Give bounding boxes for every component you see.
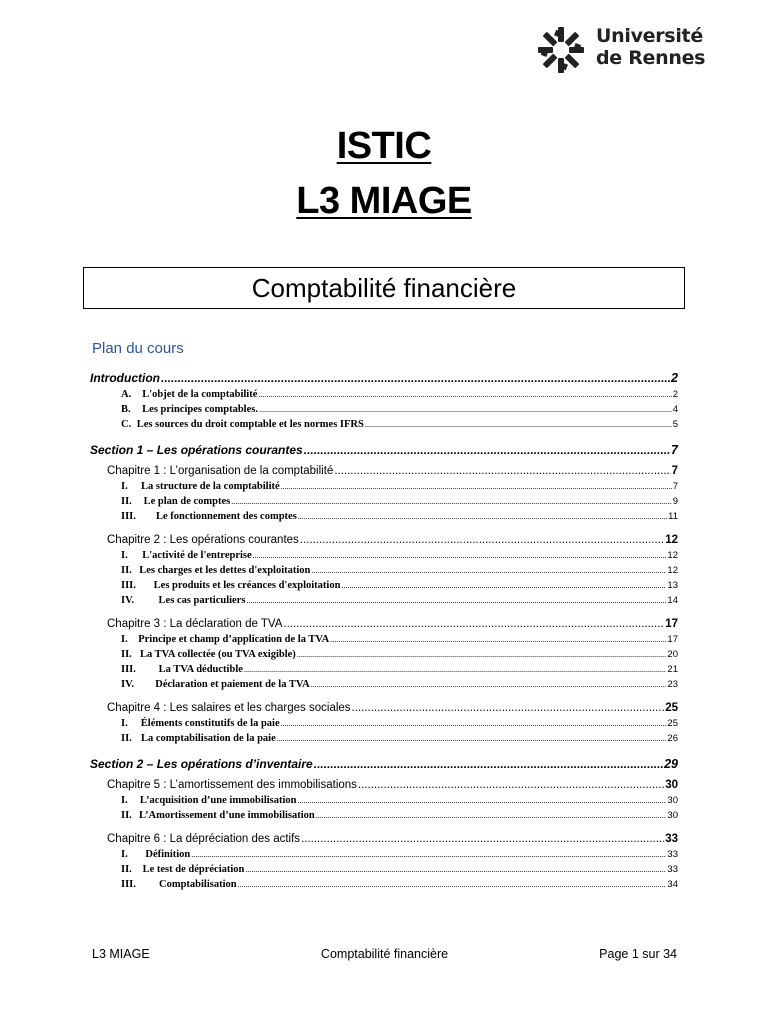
toc-item-row[interactable] (90, 810, 678, 825)
toc-dot-leader (277, 734, 667, 743)
toc-dot-leader (281, 719, 667, 728)
toc-page-number: 30 (667, 810, 678, 821)
toc-chapter-row[interactable] (90, 465, 678, 481)
toc-item-row[interactable] (90, 481, 678, 496)
footer-left: L3 MIAGE (92, 947, 150, 961)
footer-center: Comptabilité financière (320, 947, 449, 961)
toc-page-number: 33 (667, 864, 678, 875)
toc-item-number: I. (121, 849, 128, 860)
toc-item-row[interactable] (90, 419, 678, 434)
toc-page-number: 7 (672, 481, 678, 492)
toc-dot-leader (191, 850, 666, 859)
toc-page-number: 12 (667, 550, 678, 561)
toc-item-number: III. (121, 580, 136, 591)
toc-entry-title: Le plan de comptes (143, 496, 231, 507)
toc-dot-leader (352, 702, 665, 714)
toc-entry-title: Chapitre 4 : Les salaires et les charges sociales (107, 702, 351, 714)
toc-item-number: II. (121, 649, 132, 660)
toc-entry-title: Le fonctionnement des comptes (155, 511, 297, 522)
toc-item-row[interactable] (90, 634, 678, 649)
toc-page-number: 33 (667, 849, 678, 860)
toc-dot-leader (298, 512, 667, 521)
toc-item-number: III. (121, 879, 136, 890)
toc-page-number: 7 (671, 443, 678, 457)
toc-item-row[interactable] (90, 404, 678, 419)
toc-item-row[interactable] (90, 389, 678, 404)
toc-page-number: 12 (665, 534, 678, 546)
toc-entry-title: La comptabilisation de la paie (140, 733, 276, 744)
toc-item-number: III. (121, 511, 136, 522)
plan-heading: Plan du cours (92, 340, 184, 357)
toc-item-row[interactable] (90, 580, 678, 595)
toc-page-number: 14 (667, 595, 678, 606)
toc-entry-title: Chapitre 3 : La déclaration de TVA (107, 618, 283, 630)
toc-dot-leader (311, 566, 666, 575)
toc-item-row[interactable] (90, 679, 678, 694)
toc-page-number: 7 (671, 465, 678, 477)
toc-item-row[interactable] (90, 496, 678, 511)
toc-item-number: II. (121, 496, 132, 507)
toc-page-number: 17 (667, 634, 678, 645)
toc-page-number: 2 (671, 371, 678, 385)
toc-item-number: I. (121, 795, 128, 806)
toc-dot-leader (259, 405, 672, 414)
toc-dot-leader (341, 581, 666, 590)
toc-entry-title: Les principes comptables. (142, 404, 258, 415)
toc-chapter-row[interactable] (90, 833, 678, 849)
toc-entry-title: Introduction (90, 371, 160, 385)
toc-dot-leader (298, 796, 667, 805)
toc-item-row[interactable] (90, 595, 678, 610)
toc-item-number: A. (121, 389, 132, 400)
toc-page-number: 30 (665, 779, 678, 791)
toc-entry-title: La structure de la comptabilité (141, 481, 280, 492)
toc-page-number: 20 (667, 649, 678, 660)
logo-line-1: Université (596, 25, 703, 47)
toc-entry-title: Chapitre 2 : Les opérations courantes (107, 534, 299, 546)
toc-page-number: 21 (667, 664, 678, 675)
toc-page-number: 25 (665, 702, 678, 714)
toc-page-number: 9 (672, 496, 678, 507)
toc-item-number: III. (121, 664, 136, 675)
toc-dot-leader (358, 779, 664, 791)
toc-entry-title: Chapitre 6 : La dépréciation des actifs (107, 833, 301, 845)
toc-item-row[interactable] (90, 849, 678, 864)
toc-entry-title: Section 1 – Les opérations courantes (90, 443, 303, 457)
toc-dot-leader (244, 665, 667, 674)
toc-chapter-row[interactable] (90, 779, 678, 795)
toc-dot-leader (330, 635, 666, 644)
toc-item-number: I. (121, 718, 128, 729)
toc-entry-title: Principe et champ d’application de la TVA (138, 634, 330, 645)
toc-page-number: 13 (667, 580, 678, 591)
toc-entry-title: Les cas particuliers (158, 595, 246, 606)
toc-item-number: B. (121, 404, 131, 415)
toc-item-row[interactable] (90, 718, 678, 733)
toc-item-number: II. (121, 864, 132, 875)
toc-dot-leader (258, 390, 671, 399)
toc-entry-title: Comptabilisation (158, 879, 237, 890)
toc-dot-leader (246, 596, 666, 605)
toc-item-row[interactable] (90, 795, 678, 810)
toc-page-number: 30 (667, 795, 678, 806)
toc-page-number: 25 (667, 718, 678, 729)
toc-dot-leader (253, 551, 667, 560)
toc-entry-title: Les produits et les créances d'exploitation (153, 580, 341, 591)
toc-dot-leader (231, 497, 671, 506)
toc-page-number: 17 (665, 618, 678, 630)
toc-dot-leader (283, 618, 664, 630)
toc-entry-title: Chapitre 5 : L’amortissement des immobilisations (107, 779, 357, 791)
toc-entry-title: La TVA collectée (ou TVA exigible) (139, 649, 296, 660)
toc-item-number: IV. (121, 595, 134, 606)
toc-dot-leader (334, 465, 670, 477)
university-logo (535, 24, 710, 76)
toc-item-row[interactable] (90, 879, 678, 894)
toc-entry-title: L’Amortissement d’une immobilisation (138, 810, 315, 821)
toc-entry-title: La TVA déductible (158, 664, 243, 675)
toc-intro-row[interactable] (90, 371, 678, 389)
toc-item-row[interactable] (90, 649, 678, 664)
toc-page-number: 26 (667, 733, 678, 744)
toc-entry-title: Chapitre 1 : L’organisation de la comptabilité (107, 465, 334, 477)
toc-page-number: 34 (667, 879, 678, 890)
toc-dot-leader (245, 865, 666, 874)
toc-section-row[interactable] (90, 757, 678, 775)
toc-dot-leader (301, 833, 664, 845)
toc-section-row[interactable] (90, 443, 678, 461)
toc-entry-title: Les charges et les dettes d'exploitation (139, 565, 311, 576)
toc-entry-title: Section 2 – Les opérations d’inventaire (90, 757, 313, 771)
toc-dot-leader (314, 757, 663, 771)
toc-page-number: 11 (668, 511, 678, 522)
toc-item-number: I. (121, 481, 128, 492)
toc-dot-leader (365, 420, 672, 429)
toc-item-number: IV. (121, 679, 134, 690)
logo-line-2: de Rennes (596, 47, 706, 69)
toc-item-row[interactable] (90, 733, 678, 748)
toc-chapter-row[interactable] (90, 534, 678, 550)
toc-page-number: 33 (665, 833, 678, 845)
toc-dot-leader (297, 650, 667, 659)
footer-page-number: Page 1 sur 34 (599, 947, 677, 961)
toc-dot-leader (238, 880, 667, 889)
page-title-istic: ISTIC (336, 125, 432, 167)
toc-dot-leader (300, 534, 664, 546)
toc-entry-title: L'objet de la comptabilité (142, 389, 258, 400)
toc-item-row[interactable] (90, 511, 678, 526)
table-of-contents (90, 369, 678, 894)
toc-dot-leader (311, 680, 667, 689)
toc-item-number: I. (121, 550, 128, 561)
toc-item-number: C. (121, 419, 132, 430)
toc-dot-leader (304, 443, 670, 457)
toc-item-row[interactable] (90, 664, 678, 679)
toc-item-number: I. (121, 634, 128, 645)
toc-entry-title: Les sources du droit comptable et les normes IFRS (136, 419, 364, 430)
toc-entry-title: L’acquisition d’une immobilisation (139, 795, 297, 806)
toc-item-number: II. (121, 733, 132, 744)
toc-chapter-row[interactable] (90, 618, 678, 634)
toc-item-number: II. (121, 565, 132, 576)
course-title-box: Comptabilité financière (83, 267, 685, 309)
toc-entry-title: Déclaration et paiement de la TVA (155, 679, 310, 690)
toc-page-number: 5 (672, 419, 678, 430)
toc-page-number: 12 (667, 565, 678, 576)
toc-dot-leader (281, 482, 672, 491)
page-title-program: L3 MIAGE (296, 180, 472, 222)
toc-entry-title: Le test de dépréciation (142, 864, 245, 875)
toc-item-number: II. (121, 810, 132, 821)
toc-page-number: 4 (672, 404, 678, 415)
toc-dot-leader (316, 811, 667, 820)
toc-page-number: 29 (664, 757, 678, 771)
toc-entry-title: Définition (145, 849, 191, 860)
toc-entry-title: Éléments constitutifs de la paie (140, 718, 280, 729)
toc-entry-title: L'activité de l'entreprise (142, 550, 252, 561)
toc-item-row[interactable] (90, 550, 678, 565)
toc-page-number: 2 (672, 389, 678, 400)
toc-item-row[interactable] (90, 565, 678, 580)
toc-chapter-row[interactable] (90, 702, 678, 718)
university-star-icon (535, 24, 587, 76)
toc-item-row[interactable] (90, 864, 678, 879)
toc-dot-leader (161, 371, 670, 385)
toc-page-number: 23 (667, 679, 678, 690)
